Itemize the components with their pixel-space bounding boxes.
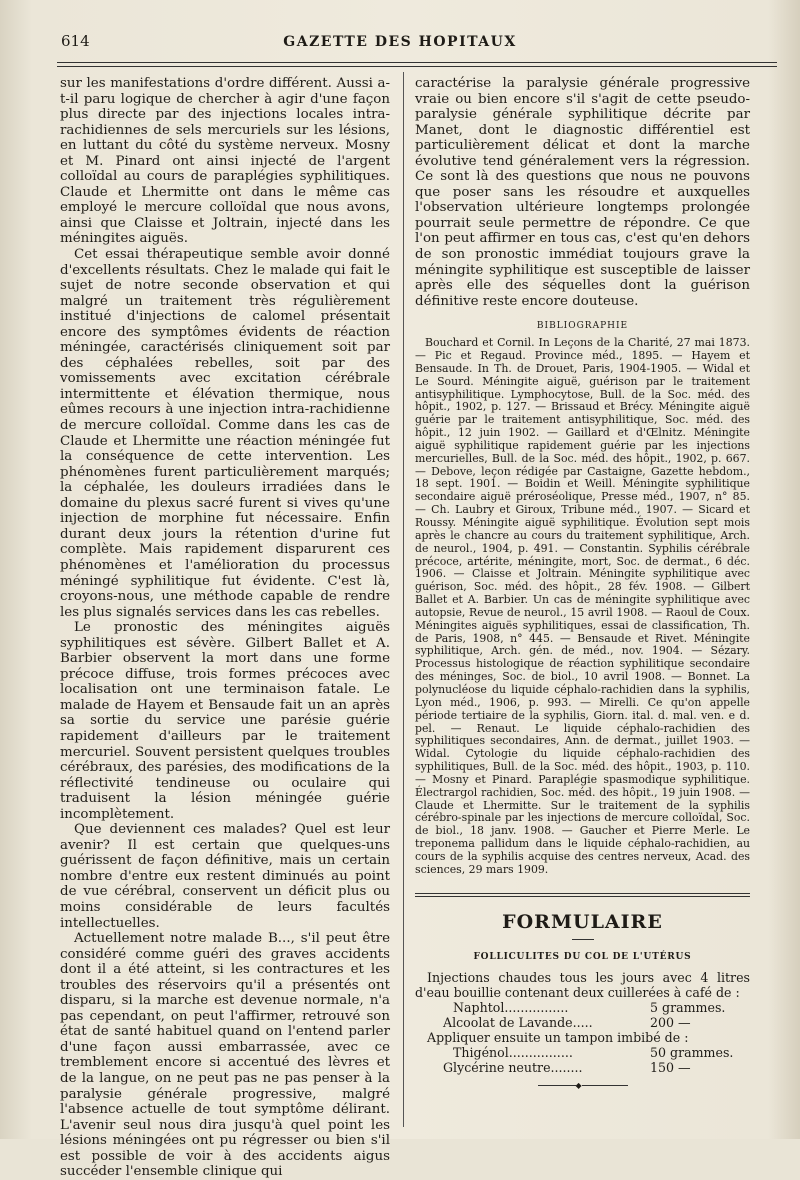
ingredient-quantity: 150 —	[650, 1059, 691, 1075]
header-rule-bottom	[57, 66, 777, 67]
paragraph: Actuellement notre malade B..., s'il peut être considéré comme guéri des graves accidents dont il a été atteint, si les contractures et les troubles des réservoirs qu'il a présentés ont disparu, si la marche est devenue normale, n'a pas cependant, on peut l'affirmer, retrouvé son état de santé habituel quand on l'entend parler d'une façon aussi embarrassée, avec ce tremblement encore si accentué des lèvres et de la langue, on ne peut pas ne pas penser à la paralysie générale progressive, malgré l'absence actuelle de tout symptôme délirant. L'avenir seul nous dira jusqu'à quel point les lésions méningées ont pu régresser ou bien s'il est possible de voir à des accidents aigus succéder l'ensemble clinique qui	[60, 931, 390, 1180]
ingredient-row	[415, 1000, 750, 1015]
paragraph: Le pronostic des méningites aiguës syphilitiques est sévère. Gilbert Ballet et A. Barbier observent la mort dans une forme précoce diffuse, trois formes précoces avec localisation ont une terminaison fatale. Le malade de Hayem et Bensaude fait un an après sa sortie du service une parésie guérie rapidement d'ailleurs par le traitement mercuriel. Souvent persistent quelques troubles cérébraux, des parésies, des modifications de la réflectivité tendineuse ou oculaire qui traduisent la lésion méningée guérie incomplètement.	[60, 620, 390, 822]
paragraph: Cet essai thérapeutique semble avoir donné d'excellents résultats. Chez le malade qui fait le sujet de notre seconde observation et qui malgré un traitement très régulièrement institué d'injections de calomel présentait encore des symptômes évidents de réaction méningée, caractérisés cliniquement soit par des céphalées rebelles, soit par des vomissements avec excitation cérébrale intermittente et élévation thermique, nous eûmes recours à une injection intra-rachidienne de mercure colloïdal. Comme dans les cas de Claude et Lhermitte une réaction méningée fut la conséquence de cette intervention. Les phénomènes furent particulièrement marqués; la céphalée, les douleurs irradiées dans le domaine du plexus sacré furent si vives qu'une injection de morphine fut nécessaire. Enfin durant deux jours la rétention d'urine fut complète. Mais rapidement disparurent ces phénomènes et l'amélioration du processus méningé syphilitique fut évidente. C'est là, croyons-nous, une méthode capable de rendre les plus signalés services dans les cas rebelles.	[60, 247, 390, 620]
page-number: 614	[61, 32, 90, 50]
end-ornament	[538, 1080, 628, 1090]
ingredient-name: Glycérine neutre........	[443, 1059, 583, 1075]
paragraph: sur les manifestations d'ordre différent. Aussi a-t-il paru logique de chercher à agir d'une façon plus directe par des injections locales intra-rachidiennes de sels mercuriels sur les lésions, en luttant du côté du système nerveux. Mosny et M. Pinard ont ainsi injecté de l'argent colloïdal au cours de paraplégies syphilitiques. Claude et Lhermitte ont dans le même cas employé le mercure colloïdal que nous avons, ainsi que Claisse et Joltrain, injecté dans les méningites aiguës.	[60, 76, 390, 247]
paragraph: Que deviennent ces malades? Quel est leur avenir? Il est certain que quelques-uns guérissent de façon définitive, mais un certain nombre d'entre eux restent diminués au point de vue cérébral, conservent un déficit plus ou moins considérable de leurs facultés intellectuelles.	[60, 822, 390, 931]
ingredient-quantity: 200 —	[650, 1014, 691, 1030]
bibliography-heading: BIBLIOGRAPHIE	[536, 321, 629, 332]
ingredient-quantity: 50 grammes.	[650, 1044, 734, 1060]
ingredient-name: Naphtol................	[453, 999, 569, 1015]
right-column	[415, 76, 750, 1090]
section-separator	[415, 893, 750, 897]
column-divider	[403, 72, 404, 1127]
bibliography-text: Bouchard et Cornil. In Leçons de la Charité, 27 mai 1873. — Pic et Regaud. Province méd., 1895. — Hayem et Bensaude. In Th. de Drouet, Paris, 1904-1905. — Widal et Le Sourd. Méningite aiguë, guérison par le traitement antisyphilitique. Lymphocytose, Bull. de la Soc. méd. des hôpit., 1902, p. 127. — Brissaud et Brécy. Méningite aiguë guérie par le traitement antisyphilitique, Soc. méd. des hôpit., 12 juin 1902. — Gaillard et d'Œlnitz. Méningite aiguë syphilitique rapidement guérie par les injections mercurielles, Bull. de la Soc. méd. des hôpit., 1902, p. 667. — Debove, leçon rédigée par Castaigne, Gazette hebdom., 18 sept. 1901. — Boidin et Weill. Méningite syphilitique secondaire aiguë préroséolique, Presse méd., 1907, n° 85. — Ch. Laubry et Giroux, Tribune méd., 1907. — Sicard et Roussy. Méningite aiguë syphilitique. Évolution sept mois après le chancre au cours du traitement syphilitique, Arch. de neurol., 1904, p. 491. — Constantin. Syphilis cérébrale précoce, artérite, méningite, mort, Soc. de dermat., 6 déc. 1906. — Claisse et Joltrain. Méningite syphilitique avec guérison, Soc. méd. des hôpit., 28 fév. 1908. — Gilbert Ballet et A. Barbier. Un cas de méningite syphilitique avec autopsie, Revue de neurol., 15 avril 1908. — Raoul de Coux. Méningites aiguës syphilitiques, essai de classification, Th. de Paris, 1908, n° 445. — Bensaude et Rivet. Méningite syphilitique, Arch. gén. de méd., nov. 1904. — Sézary. Processus histologique de réaction syphilitique secondaire des méninges, Soc. de biol., 10 avril 1908. — Bonnet. La polynucléose du liquide céphalo-rachidien dans la syphilis, Lyon méd., 1906, p. 993. — Mirelli. Ce qu'on appelle période tertiaire de la syphilis, Giorn. ital. d. mal. ven. e d. pel. — Renaut. Le liquide céphalo-rachidien des syphilitiques secondaires, Ann. de dermat., juillet 1903. — Widal. Cytologie du liquide céphalo-rachidien des syphilitiques, Bull. de la Soc. méd. des hôpit., 1903, p. 110. — Mosny et Pinard. Paraplégie spasmodique syphilitique. Électrargol rachidien, Soc. méd. des hôpit., 19 juin 1908. — Claude et Lhermitte. Sur le traitement de la syphilis cérébro-spinale par les injections de mercure colloïdal, Soc. de biol., 18 janv. 1908. — Gaucher et Pierre Merle. Le treponema pallidum dans le liquide céphalo-rachidien, au cours de la syphilis acquise des centres nerveux, Acad. des sciences, 29 mars 1909.	[415, 336, 750, 876]
ingredient-name: Thigénol................	[453, 1044, 573, 1060]
header-rule-top	[57, 62, 777, 63]
formulaire-heading: FORMULAIRE	[502, 910, 663, 933]
running-header: GAZETTE DES HOPITAUX	[283, 34, 517, 50]
ingredient-row	[415, 1045, 750, 1060]
ingredient-quantity: 5 grammes.	[650, 999, 726, 1015]
ornament-glyph: ◆	[575, 1080, 582, 1090]
ingredient-row	[415, 1060, 750, 1075]
recipe-title: FOLLICULITES DU COL DE L'UTÉRUS	[473, 951, 692, 962]
ingredient-row	[415, 1015, 750, 1030]
recipe-intro: Injections chaudes tous les jours avec 4 litres d'eau bouillie contenant deux cuillerées à café de :	[415, 969, 750, 1000]
paragraph: caractérise la paralysie générale progressive vraie ou bien encore s'il s'agit de cette pseudo-paralysie générale syphilitique décrite par Manet, dont le diagnostic différentiel est particulièrement délicat et dont la marche évolutive tend généralement vers la régression. Ce sont là des questions que nous ne pouvons que poser sans les résoudre et auxquelles l'observation ultérieure longtemps prolongée pourrait seule permettre de répondre. Ce que l'on peut affirmer en tous cas, c'est qu'en dehors de son pronostic immédiat toujours grave la méningite syphilitique est susceptible de laisser après elle des séquelles dont la guérison définitive reste encore douteuse.	[415, 76, 750, 309]
ingredient-name: Alcoolat de Lavande.....	[443, 1014, 593, 1030]
left-column	[60, 76, 390, 1180]
heading-rule	[572, 939, 594, 940]
apply-instruction: Appliquer ensuite un tampon imbibé de :	[427, 1029, 689, 1045]
